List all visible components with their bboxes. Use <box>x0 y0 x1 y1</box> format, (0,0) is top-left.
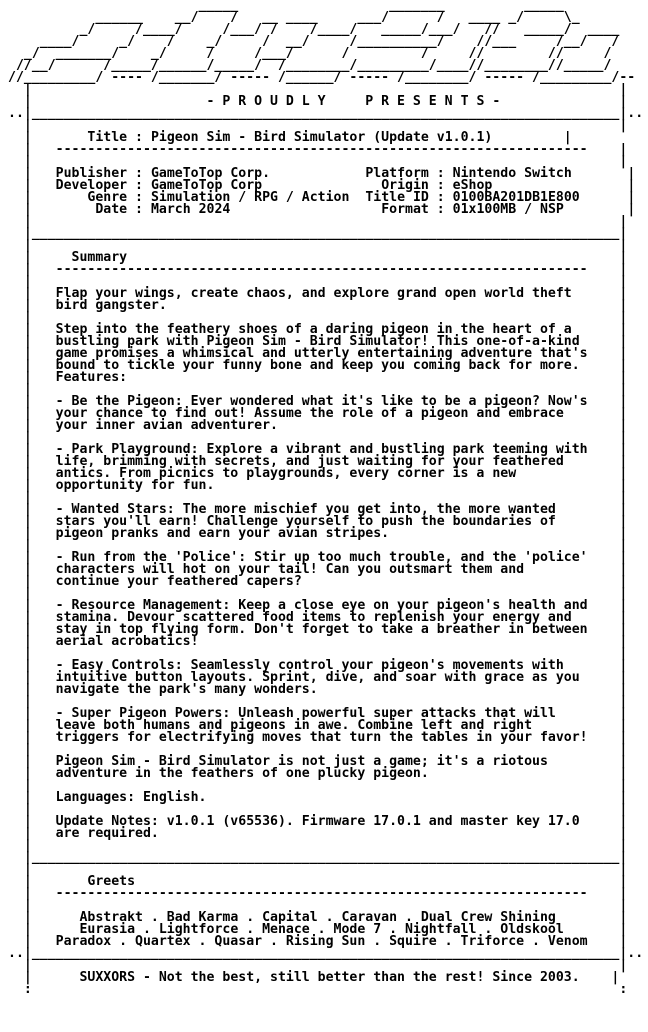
ascii-frame: | | <box>8 118 628 133</box>
summary-line: intuitive button layouts. Sprint, dive, and soar with grace as you <box>55 670 588 685</box>
ascii-frame: | <box>587 670 628 685</box>
ascii-frame: : <box>127 166 151 181</box>
title-label: Title <box>87 130 128 145</box>
ascii-frame: | <box>8 694 56 709</box>
ascii-frame: : <box>428 178 453 193</box>
ascii-frame: | <box>587 478 628 493</box>
info-label: Title ID <box>365 190 429 205</box>
summary-line: your inner avian adventurer. <box>55 418 588 433</box>
ascii-frame: : <box>428 190 453 205</box>
summary-line: bound to tickle your funny bone and keep you coming back for more. <box>55 358 588 373</box>
ascii-frame: | <box>579 202 636 217</box>
ascii-frame: | <box>8 166 56 181</box>
summary-line: bird gangster. <box>55 298 588 313</box>
ascii-frame: |__________________________________________________________________________| <box>8 226 628 241</box>
ascii-frame: | <box>8 394 56 409</box>
ascii-frame: | <box>579 166 636 181</box>
ascii-frame: | <box>8 574 56 589</box>
ascii-frame: | <box>8 178 56 193</box>
ascii-frame: | <box>8 610 56 625</box>
ascii-frame: | <box>8 706 56 721</box>
ascii-frame: | <box>8 766 56 781</box>
ascii-frame: | <box>8 370 56 385</box>
ascii-frame: | <box>8 190 56 205</box>
ascii-frame: | <box>587 646 628 661</box>
ascii-frame: | <box>8 598 56 613</box>
ascii-frame: | <box>8 202 56 217</box>
ascii-frame: |__________________________________________________________________________| <box>8 850 628 865</box>
ascii-frame: | | <box>8 958 628 973</box>
ascii-frame: | <box>8 742 56 757</box>
ascii-frame: | <box>8 322 56 337</box>
ascii-frame: | <box>500 94 628 109</box>
ascii-frame: | <box>587 382 628 397</box>
ascii-frame: : <box>428 202 453 217</box>
ascii-frame: | <box>8 250 72 265</box>
ascii-frame: | <box>8 382 56 397</box>
ascii-frame: | <box>8 490 56 505</box>
info-value: GameToTop Corp. <box>150 166 366 181</box>
ascii-frame: | <box>8 502 56 517</box>
ascii-frame: : : <box>8 982 628 997</box>
ascii-frame: | <box>587 706 628 721</box>
ascii-frame: : <box>127 130 151 145</box>
ascii-frame: | <box>587 694 628 709</box>
info-label: Format <box>365 202 429 217</box>
ascii-frame: | <box>587 562 628 577</box>
ascii-frame: | <box>587 334 628 349</box>
summary-line: Flap your wings, create chaos, and explore grand open world theft <box>55 286 588 301</box>
greets-line: Abstrakt . Bad Karma . Capital . Caravan . Dual Crew Shining <box>79 910 556 925</box>
ascii-frame: | <box>587 466 628 481</box>
ascii-frame: | <box>8 298 56 313</box>
ascii-frame: | | <box>8 898 628 913</box>
summary-line: are required. <box>55 826 588 841</box>
summary-line: Languages: English. <box>55 790 588 805</box>
ascii-frame: | <box>8 634 56 649</box>
ascii-frame: : <box>428 166 453 181</box>
summary-line: life, brimming with secrets, and just waiting for your feathered <box>55 454 588 469</box>
ascii-frame: | <box>587 742 628 757</box>
summary-line: triggers for electrifying moves that turn the tables in your favor! <box>55 730 588 745</box>
ascii-frame: | <box>587 586 628 601</box>
ascii-frame: | <box>587 682 628 697</box>
ascii-frame: | <box>8 718 56 733</box>
ascii-frame: | | <box>8 862 628 877</box>
info-value: 01x100MB / NSP <box>452 202 580 217</box>
ascii-frame: | <box>587 658 628 673</box>
info-label: Developer <box>55 178 128 193</box>
summary-line: leave both humans and pigeons in awe. Combine left and right <box>55 718 588 733</box>
summary-line: - Be the Pigeon: Ever wondered what it's like to be a pigeon? Now's <box>55 394 588 409</box>
ascii-frame: | <box>587 766 628 781</box>
summary-line: - Super Pigeon Powers: Unleash powerful super attacks that will <box>55 706 588 721</box>
summary-line: adventure in the feathers of one plucky pigeon. <box>55 766 588 781</box>
text: _____ _______ _____ <box>8 0 564 13</box>
ascii-frame: | <box>8 778 56 793</box>
ascii-frame: : <box>127 202 151 217</box>
text: ____/ _/ / _/ / __/ /__________/ //___ /__/ / <box>8 34 620 49</box>
summary-line: - Run from the 'Police': Stir up too much trouble, and the 'police' <box>55 550 588 565</box>
ascii-frame: | <box>587 538 628 553</box>
info-label: Date <box>55 202 128 217</box>
ascii-frame: | <box>587 406 628 421</box>
ascii-frame: | <box>8 454 56 469</box>
ascii-frame: | | <box>8 838 628 853</box>
greets-heading: Greets <box>87 874 136 889</box>
ascii-frame: | <box>587 610 628 625</box>
ascii-frame: | <box>8 658 56 673</box>
ascii-frame: | <box>8 970 80 985</box>
ascii-frame: | <box>587 550 628 565</box>
ascii-frame: | <box>587 718 628 733</box>
ascii-frame: | <box>8 538 56 553</box>
greets-line: Eurasia . Lightforce . Menace . Mode 7 . Nightfall . Oldskool <box>79 922 564 937</box>
ascii-frame: | <box>587 790 628 805</box>
presents-label: - P R O U D L Y P R E S E N T S - <box>206 94 501 109</box>
footer-text: SUXXORS - Not the best, still better than the rest! Since 2003. <box>79 970 580 985</box>
summary-line: aerial acrobatics! <box>55 634 588 649</box>
text: //__/ /_____/______/_____/ /________/_________/____//________//_____/ <box>8 58 612 73</box>
ascii-frame: | <box>587 826 628 841</box>
summary-line: Step into the feathery shoes of a daring pigeon in the heart of a <box>55 322 588 337</box>
summary-line: - Easy Controls: Seamlessly control your pigeon's movements with <box>55 658 588 673</box>
ascii-frame: | <box>8 286 56 301</box>
ascii-frame: | <box>587 730 628 745</box>
ascii-frame: | <box>8 310 56 325</box>
summary-line: antics. From picnics to playgrounds, every corner is a new <box>55 466 588 481</box>
info-label: Origin <box>365 178 429 193</box>
ascii-frame: | <box>587 430 628 445</box>
info-value: Simulation / RPG / Action <box>150 190 366 205</box>
ascii-frame: | ------------------------------------------------------------------- | <box>8 886 628 901</box>
info-value: March 2024 <box>150 202 366 217</box>
summary-line: Features: <box>55 370 588 385</box>
summary-line: pigeon pranks and earn your avian stripes. <box>55 526 588 541</box>
ascii-frame: | <box>587 418 628 433</box>
ascii-frame: | <box>587 454 628 469</box>
info-label: Platform <box>365 166 429 181</box>
ascii-frame: | <box>579 190 636 205</box>
ascii-frame: | <box>8 346 56 361</box>
ascii-frame: | <box>8 802 56 817</box>
ascii-frame: | <box>8 934 56 949</box>
summary-line: - Resource Management: Keep a close eye on your pigeon's health and <box>55 598 588 613</box>
greets-line: Paradox . Quartex . Quasar . Rising Sun . Squire . Triforce . Venom <box>55 934 588 949</box>
text: _/ _______/ _/ / /___/ / / // // / <box>8 46 612 61</box>
summary-line: your chance to find out! Assume the role of a pigeon and embrace <box>55 406 588 421</box>
ascii-frame: | <box>8 406 56 421</box>
ascii-frame: | | <box>8 238 628 253</box>
ascii-frame: | <box>8 526 56 541</box>
summary-line: characters will hot on your tail! Can you outsmart them and <box>55 562 588 577</box>
ascii-frame: | <box>8 586 56 601</box>
ascii-frame: | | <box>8 214 628 229</box>
info-value: GameToTop Corp <box>150 178 366 193</box>
ascii-frame: | <box>587 298 628 313</box>
ascii-frame: | <box>587 934 628 949</box>
ascii-frame: ..|__________________________________________________________________________|.. <box>8 106 644 121</box>
ascii-frame: | <box>579 970 620 985</box>
ascii-frame: | <box>563 922 628 937</box>
ascii-frame: | <box>587 370 628 385</box>
ascii-frame: | <box>8 94 207 109</box>
summary-line: game promises a whimsical and utterly entertaining adventure that's <box>55 346 588 361</box>
ascii-frame: | | <box>8 82 628 97</box>
ascii-frame: | <box>8 874 88 889</box>
info-value: eShop <box>452 178 580 193</box>
ascii-frame: | <box>587 814 628 829</box>
ascii-frame: | <box>8 334 56 349</box>
ascii-frame: | <box>8 442 56 457</box>
ascii-frame: | <box>8 562 56 577</box>
ascii-frame: : <box>127 178 151 193</box>
ascii-frame: | <box>8 922 80 937</box>
ascii-frame: | <box>8 814 56 829</box>
ascii-frame: | <box>127 250 628 265</box>
ascii-frame: | <box>587 442 628 457</box>
summary-line: - Park Playground: Explore a vibrant and bustling park teeming with <box>55 442 588 457</box>
ascii-frame: | <box>8 514 56 529</box>
summary-line: continue your feathered capers? <box>55 574 588 589</box>
info-label: Genre <box>55 190 128 205</box>
ascii-frame: | <box>587 754 628 769</box>
summary-line: Update Notes: v1.0.1 (v65536). Firmware 17.0.1 and master key 17.0 <box>55 814 588 829</box>
info-value: 0100BA201DB1E800 <box>452 190 580 205</box>
text: //_________/ ---- /_______/ ----- /______/ ----- /________/ ----- /_________/-- <box>8 70 636 85</box>
info-label: Publisher <box>55 166 128 181</box>
ascii-frame: | <box>587 346 628 361</box>
ascii-frame: | <box>8 550 56 565</box>
ascii-frame: | <box>8 130 88 145</box>
summary-heading: Summary <box>71 250 128 265</box>
ascii-frame: | <box>8 682 56 697</box>
ascii-frame: | <box>8 910 80 925</box>
ascii-frame: | <box>8 478 56 493</box>
ascii-frame: | <box>8 358 56 373</box>
summary-line: navigate the park's many wonders. <box>55 682 588 697</box>
ascii-frame: | <box>587 358 628 373</box>
ascii-frame: | <box>579 178 636 193</box>
ascii-frame: | <box>8 646 56 661</box>
ascii-frame: | | <box>8 154 628 169</box>
ascii-frame: | <box>135 874 628 889</box>
frame <box>8 984 643 996</box>
ascii-frame: | <box>587 310 628 325</box>
ascii-frame: | <box>8 826 56 841</box>
ascii-frame: | <box>587 574 628 589</box>
summary-line: - Wanted Stars: The more mischief you get into, the more wanted <box>55 502 588 517</box>
ascii-frame: | <box>492 130 572 145</box>
summary-line: stars you'll earn! Challenge yourself to push the boundaries of <box>55 514 588 529</box>
summary-line: stay in top flying form. Don't forget to take a breather in between <box>55 622 588 637</box>
ascii-frame: | <box>8 622 56 637</box>
text: ______ __/ / __ ____ ___/ / ____ _/ \_ <box>8 10 580 25</box>
ascii-frame: ..|__________________________________________________________________________|.. <box>8 946 644 961</box>
ascii-frame: | <box>587 778 628 793</box>
info-value: Nintendo Switch <box>452 166 580 181</box>
ascii-frame: | <box>587 286 628 301</box>
summary-line: stamina. Devour scattered food items to replenish your energy and <box>55 610 588 625</box>
ascii-frame: | <box>8 754 56 769</box>
ascii-frame: | <box>8 430 56 445</box>
ascii-frame: | <box>587 634 628 649</box>
title-value: Pigeon Sim - Bird Simulator (Update v1.0.1) <box>150 130 493 145</box>
ascii-frame: | <box>587 394 628 409</box>
ascii-frame: | <box>587 514 628 529</box>
ascii-frame: | ------------------------------------------------------------------- | <box>8 262 628 277</box>
ascii-frame: | <box>587 490 628 505</box>
ascii-frame: | <box>8 670 56 685</box>
ascii-frame: | <box>587 502 628 517</box>
ascii-frame: | | <box>8 274 628 289</box>
summary-line: opportunity for fun. <box>55 478 588 493</box>
ascii-frame: | <box>587 322 628 337</box>
ascii-frame: | <box>8 466 56 481</box>
text: _/ /____/ /___/ / /____/ _____/___/ // _____/ ____ <box>8 22 620 37</box>
summary-line: bustling park with Pigeon Sim - Bird Simulator! This one-of-a-kind <box>55 334 588 349</box>
summary-line: Pigeon Sim - Bird Simulator is not just a game; it's a riotous <box>55 754 588 769</box>
ascii-frame: | <box>587 802 628 817</box>
ascii-frame: | <box>555 910 628 925</box>
ascii-frame: | ------------------------------------------------------------------- | <box>8 142 628 157</box>
ascii-frame: | <box>8 730 56 745</box>
ascii-frame: | <box>8 790 56 805</box>
nfo-text <box>8 0 643 996</box>
ascii-frame: | <box>8 418 56 433</box>
ascii-frame: | <box>587 526 628 541</box>
ascii-frame: | <box>587 622 628 637</box>
ascii-frame: : <box>127 190 151 205</box>
ascii-frame: | <box>587 598 628 613</box>
